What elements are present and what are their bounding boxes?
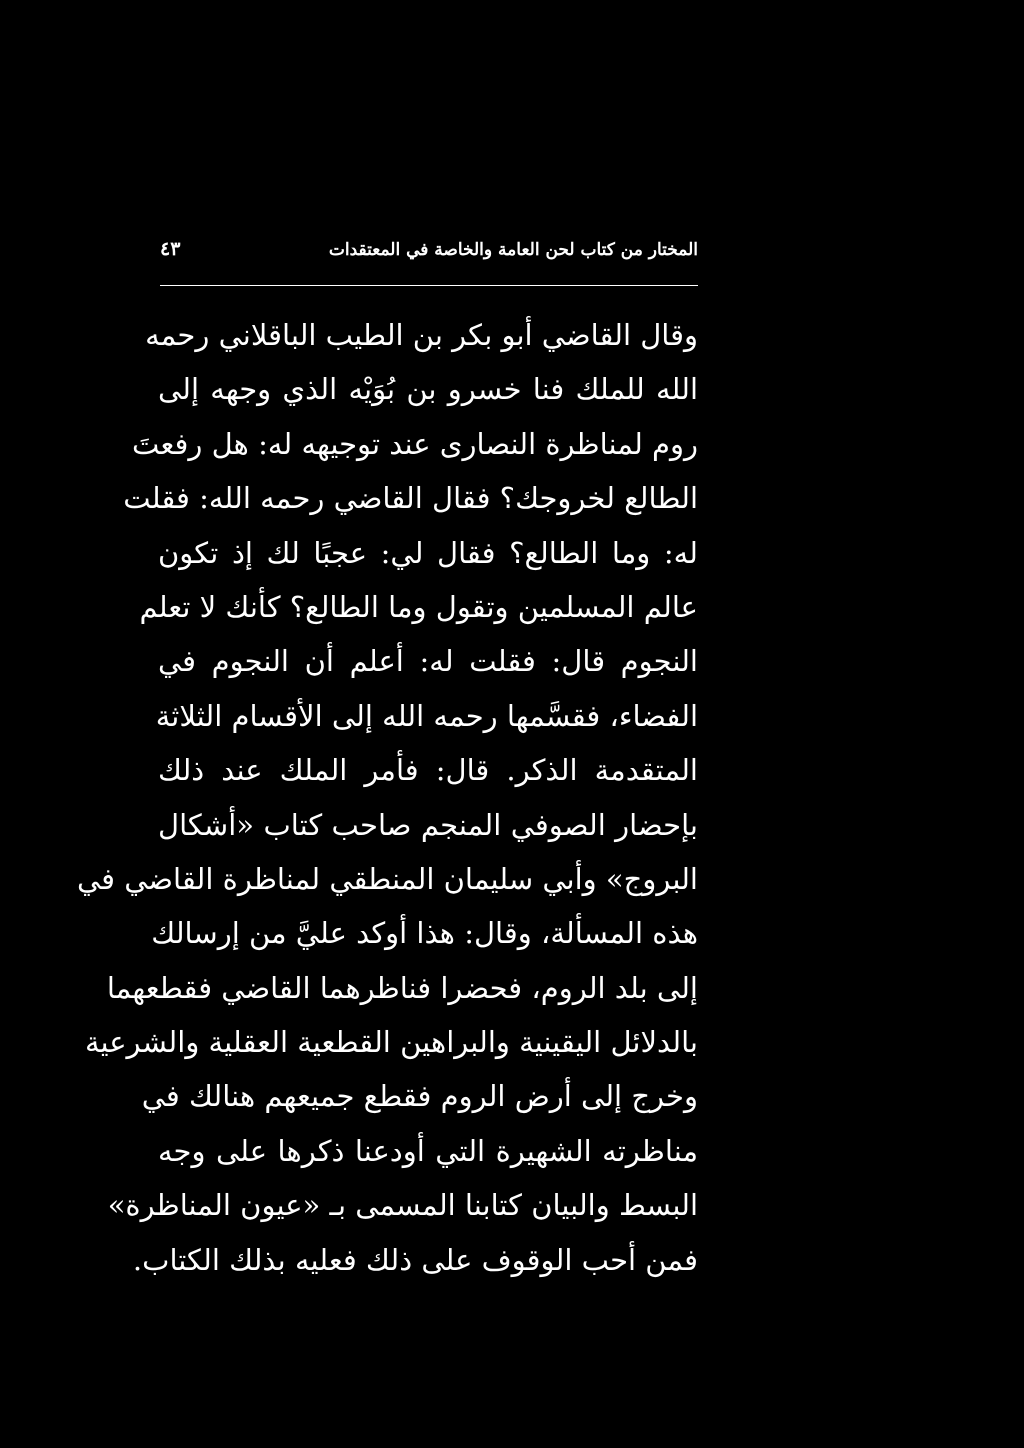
header-rule xyxy=(160,285,698,286)
page-number: ٤٣ xyxy=(160,238,181,260)
text-line: له: وما الطالع؟ فقال لي: عجبًا لك إذ تكون xyxy=(158,535,698,570)
running-header-title: المختار من كتاب لحن العامة والخاصة في المعتقدات xyxy=(328,240,698,260)
text-line: المتقدمة الذكر. قال: فأمر الملك عند ذلك xyxy=(158,753,698,788)
running-header xyxy=(150,230,710,274)
text-line: بإحضار الصوفي المنجم صاحب كتاب «أشكال xyxy=(158,807,698,842)
text-line-last: فمن أحب الوقوف على ذلك فعليه بذلك الكتاب. xyxy=(132,1242,698,1277)
text-line: الله للملك فنا خسرو بن بُوَيْه الذي وجهه إلى xyxy=(158,372,698,407)
text-line: إلى بلد الروم، فحضرا فناظرهما القاضي فقطعهما xyxy=(106,970,698,1005)
text-line: هذه المسألة، وقال: هذا أوكد عليَّ من إرسالك xyxy=(151,916,698,951)
book-page xyxy=(76,230,710,1277)
text-line: البسط والبيان كتابنا المسمى بـ «عيون المناظرة» xyxy=(107,1188,698,1223)
text-line: روم لمناظرة النصارى عند توجيهه له: هل رفعتَ xyxy=(132,426,698,461)
text-line: وخرج إلى أرض الروم فقطع جميعهم هنالك في xyxy=(141,1079,698,1114)
text-line: النجوم قال: فقلت له: أعلم أن النجوم في xyxy=(158,644,698,679)
text-line: بالدلائل اليقينية والبراهين القطعية العقلية والشرعية xyxy=(84,1025,698,1060)
text-line: عالم المسلمين وتقول وما الطالع؟ كأنك لا تعلم xyxy=(139,589,698,624)
text-line: الفضاء، فقسَّمها رحمه الله إلى الأقسام الثلاثة xyxy=(155,698,698,733)
text-line: مناظرته الشهيرة التي أودعنا ذكرها على وجه xyxy=(158,1133,698,1168)
text-line: الطالع لخروجك؟ فقال القاضي رحمه الله: فقلت xyxy=(123,481,698,516)
text-line: البروج» وأبي سليمان المنطقي لمناظرة القاضي في xyxy=(76,861,698,896)
body-text xyxy=(76,308,698,1287)
text-line: وقال القاضي أبو بكر بن الطيب الباقلاني رحمه xyxy=(145,318,698,352)
